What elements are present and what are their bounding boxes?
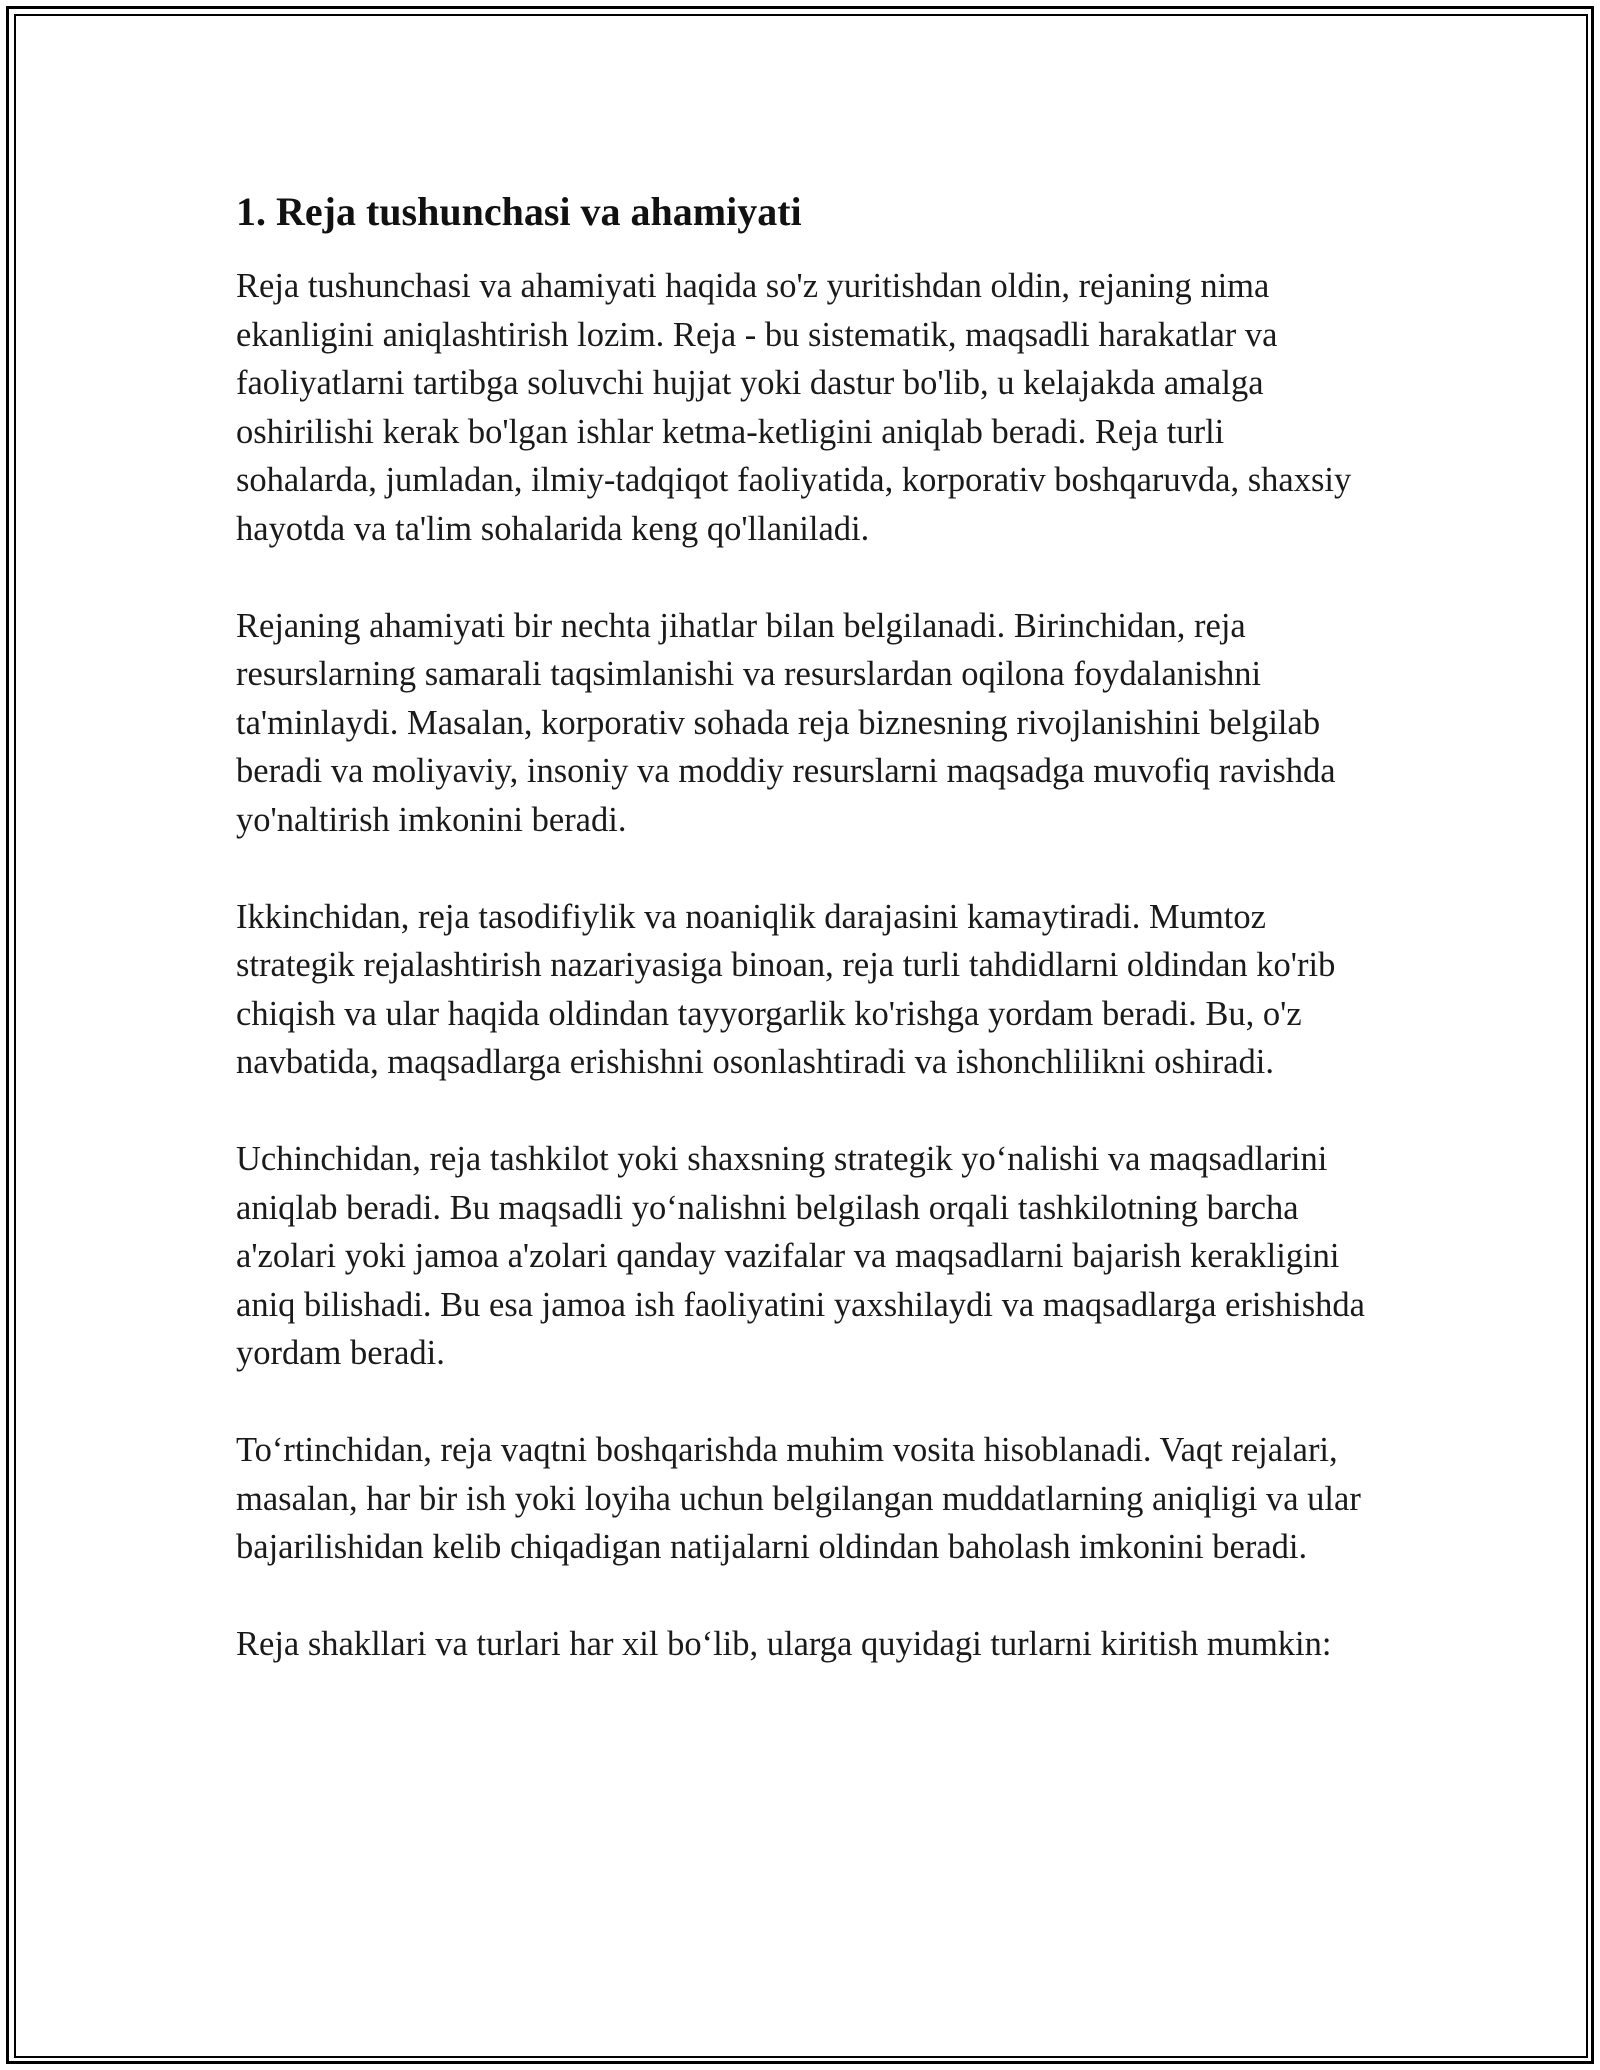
section-heading: 1. Reja tushunchasi va ahamiyati <box>236 189 802 234</box>
paragraph-definition: Reja tushunchasi va ahamiyati haqida so'z yuritishdan oldin, rejaning nima ekanligini aniqlashtirish lozim. Reja - bu sistematik, maqsadli harakatlar va faoliyatlarni tartibga soluvchi hujjat yoki dastur bo'lib, u kelajakda amalga oshirilishi kerak bo'lgan ishlar ketma-ketligini aniqlab beradi. Reja turli sohalarda, jumladan, ilmiy-tadqiqot faoliyatida, korporativ boshqaruvda, shaxsiy hayotda va ta'lim sohalarida keng qo'llaniladi. <box>236 267 1352 548</box>
paragraph-plan-types-intro: Reja shakllari va turlari har xil bo‘lib, ularga quyidagi turlarni kiritish mumkin: <box>236 1625 1332 1663</box>
paragraph-second-point: Ikkinchidan, reja tasodifiylik va noaniqlik darajasini kamaytiradi. Mumtoz strategik rejalashtirish nazariyasiga binoan, reja turli tahdidlarni oldindan ko'rib chiqish va ular haqida oldindan tayyorgarlik ko'rishga yordam beradi. Bu, o'z navbatida, maqsadlarga erishishni osonlashtiradi va ishonchlilikni oshiradi. <box>236 897 1336 1081</box>
paragraph-fourth-point: To‘rtinchidan, reja vaqtni boshqarishda muhim vosita hisoblanadi. Vaqt rejalari, masalan, har bir ish yoki loyiha uchun belgilangan muddatlarning aniqligi va ular bajarilishidan kelib chiqadigan natijalarni oldindan baholash imkonini beradi. <box>236 1431 1361 1566</box>
paragraph-third-point: Uchinchidan, reja tashkilot yoki shaxsning strategik yo‘nalishi va maqsadlarini aniqlab beradi. Bu maqsadli yo‘nalishni belgilash orqali tashkilotning barcha a'zolari yoki jamoa a'zolari qanday vazifalar va maqsadlarni bajarish kerakligini aniq bilishadi. Bu esa jamoa ish faoliyatini yaxshilaydi va maqsadlarga erishishda yordam beradi. <box>236 1140 1365 1372</box>
paragraph-first-point: Rejaning ahamiyati bir nechta jihatlar bilan belgilanadi. Birinchidan, reja resurslarning samarali taqsimlanishi va resurslardan oqilona foydalanishni ta'minlaydi. Masalan, korporativ sohada reja biznesning rivojlanishini belgilab beradi va moliyaviy, insoniy va moddiy resurslarni maqsadga muvofiq ravishda yo'naltirish imkonini beradi. <box>236 606 1336 839</box>
document-body <box>236 188 1366 1669</box>
